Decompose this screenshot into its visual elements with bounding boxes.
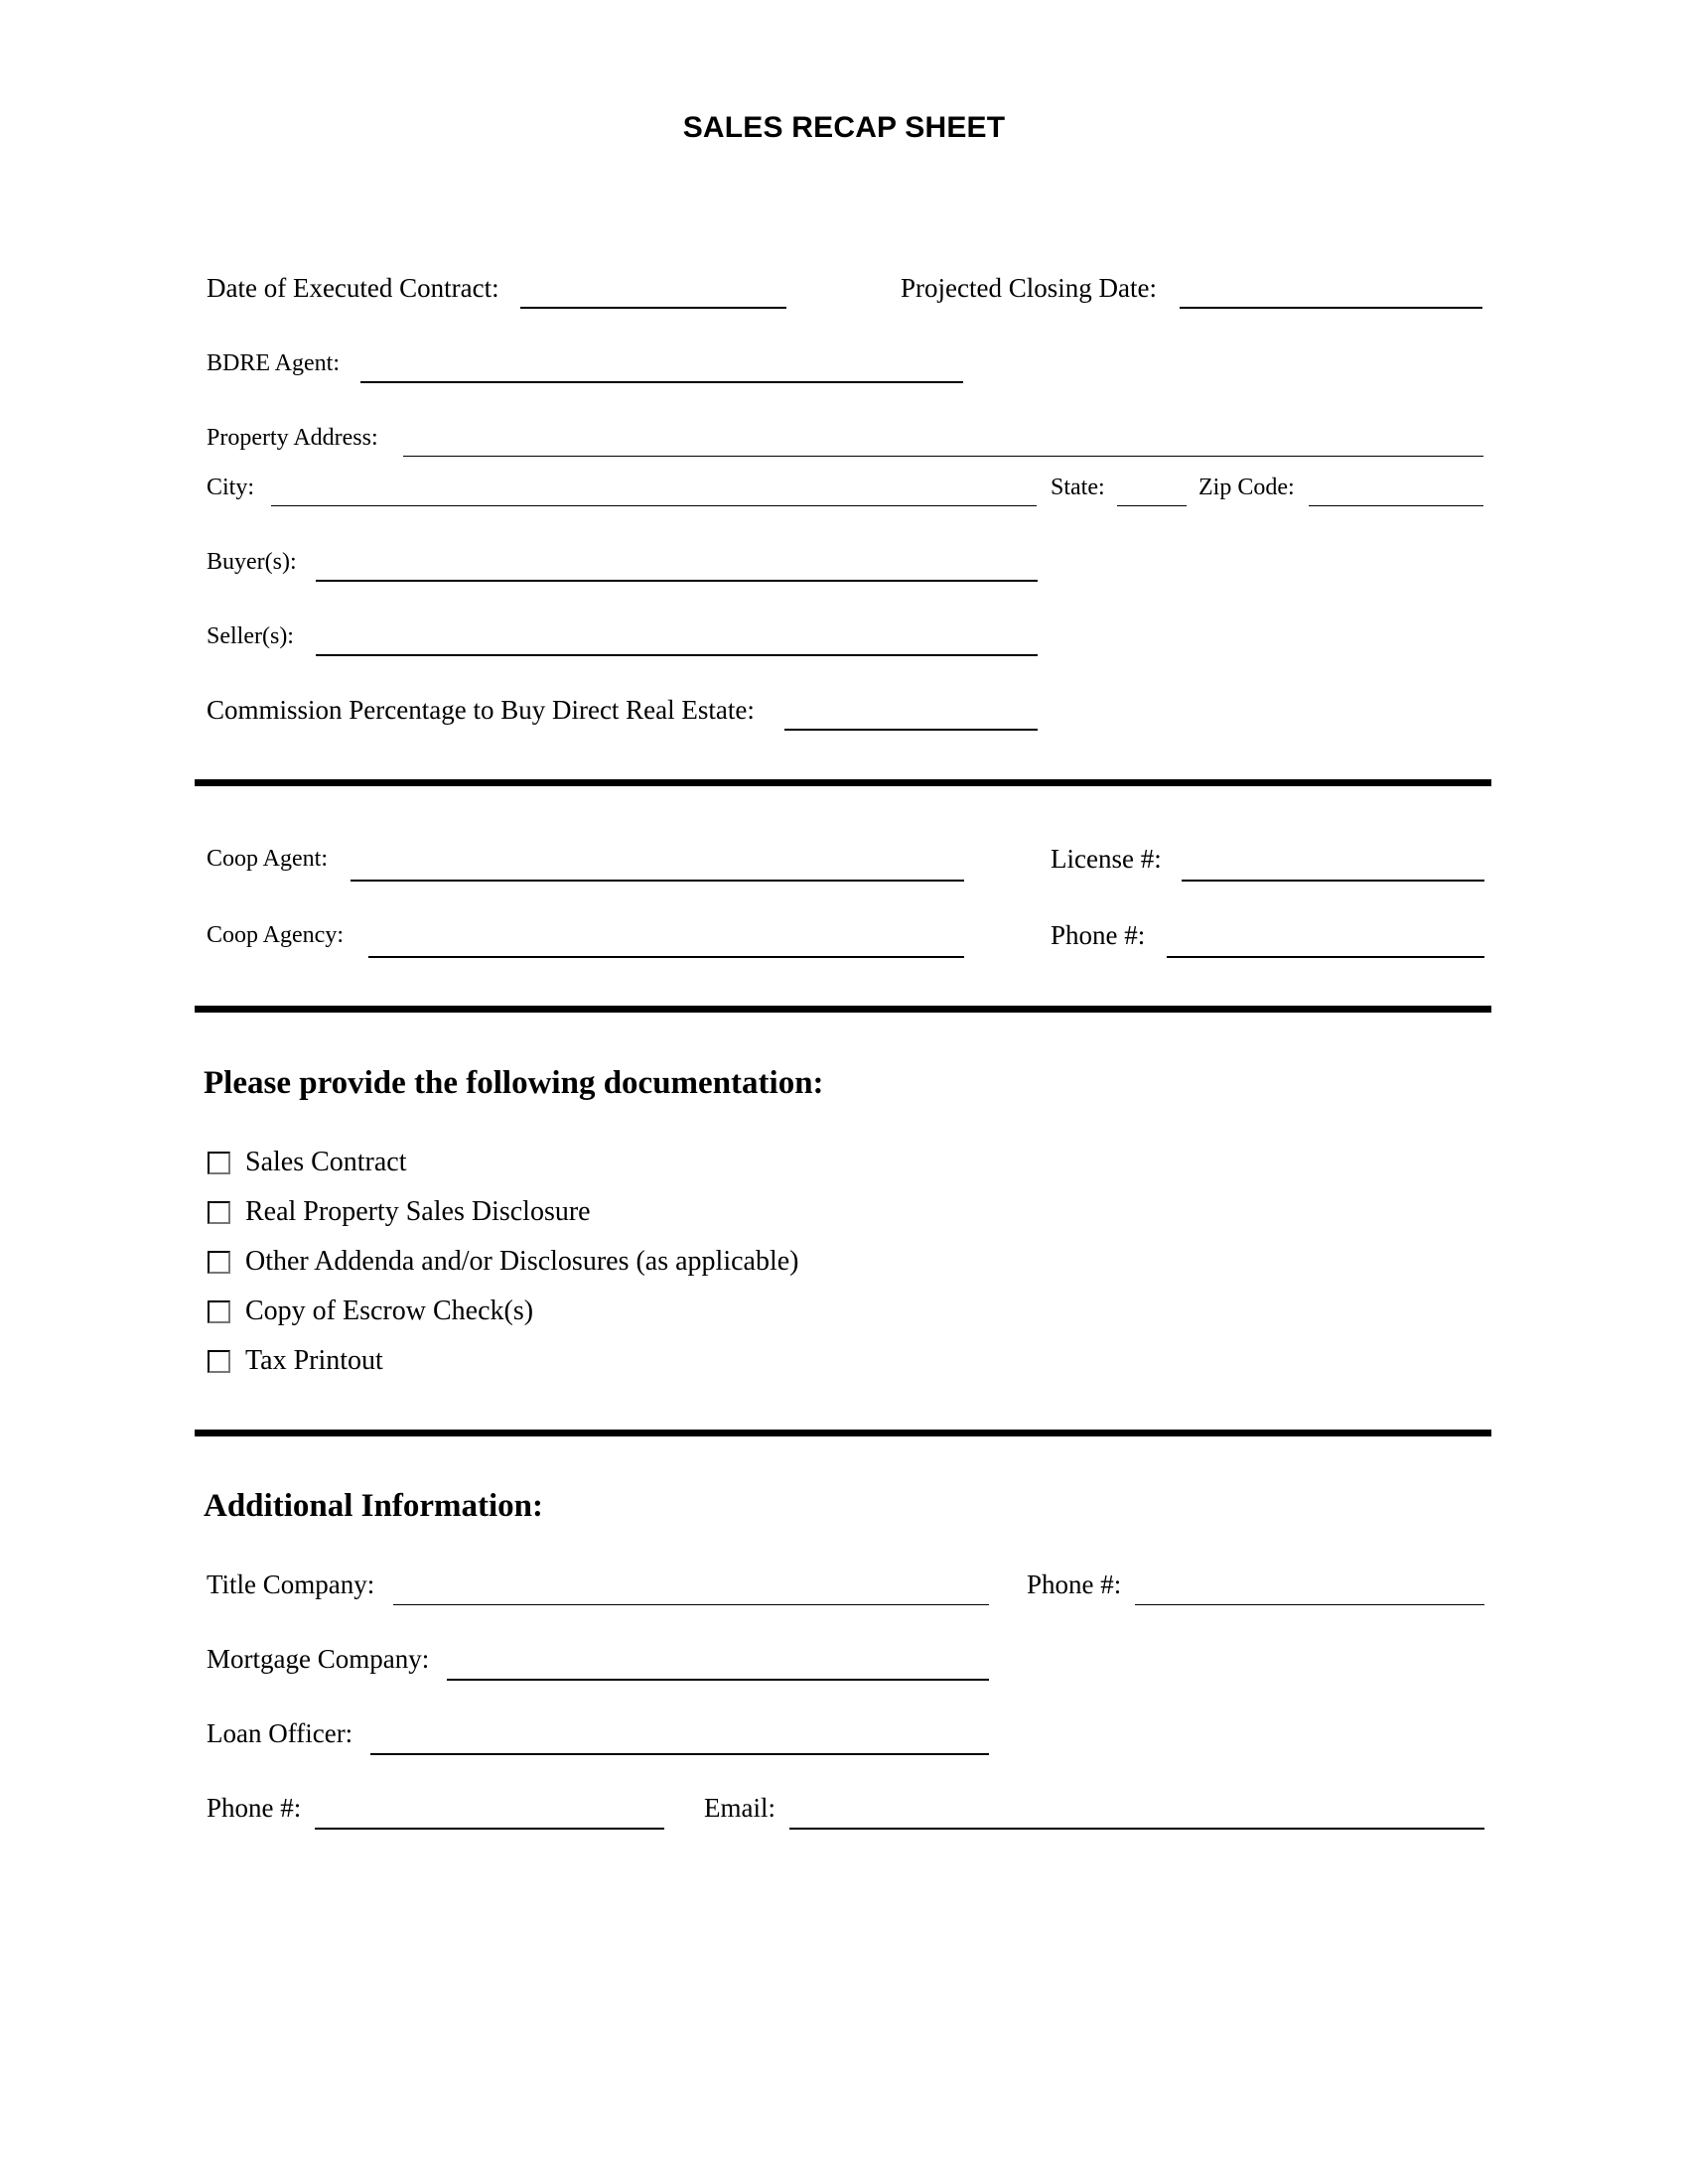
title-company-label: Title Company: <box>207 1570 375 1599</box>
checkbox-other-addenda[interactable] <box>208 1251 230 1274</box>
email-field[interactable] <box>789 1828 1484 1830</box>
commission-label: Commission Percentage to Buy Direct Real Estate: <box>207 695 755 725</box>
coop-agency-field[interactable] <box>368 956 964 958</box>
sellers-label: Seller(s): <box>207 623 294 649</box>
checkbox-tax-printout[interactable] <box>208 1350 230 1373</box>
loan-phone-field[interactable] <box>315 1828 664 1830</box>
date-executed-label: Date of Executed Contract: <box>207 273 499 303</box>
section-divider <box>195 1430 1491 1436</box>
buyers-label: Buyer(s): <box>207 549 297 575</box>
property-address-label: Property Address: <box>207 425 378 451</box>
projected-closing-label: Projected Closing Date: <box>901 273 1157 303</box>
license-field[interactable] <box>1182 880 1484 882</box>
additional-info-heading: Additional Information: <box>204 1488 543 1524</box>
checklist-label: Other Addenda and/or Disclosures (as applicable) <box>245 1246 799 1277</box>
coop-agent-field[interactable] <box>351 880 964 882</box>
state-label: State: <box>1051 475 1105 500</box>
loan-phone-label: Phone #: <box>207 1793 302 1823</box>
mortgage-company-label: Mortgage Company: <box>207 1644 430 1674</box>
section-divider <box>195 779 1491 786</box>
bdre-agent-field[interactable] <box>360 381 963 383</box>
checklist-label: Tax Printout <box>245 1345 383 1376</box>
zip-code-label: Zip Code: <box>1198 475 1295 500</box>
city-field[interactable] <box>271 505 1037 506</box>
documentation-heading: Please provide the following documentation: <box>204 1065 824 1101</box>
projected-closing-field[interactable] <box>1180 307 1482 309</box>
title-company-phone-field[interactable] <box>1135 1604 1484 1605</box>
bdre-agent-label: BDRE Agent: <box>207 350 341 376</box>
commission-field[interactable] <box>784 729 1038 731</box>
section-divider <box>195 1006 1491 1013</box>
checkbox-sales-contract[interactable] <box>208 1152 230 1174</box>
sellers-field[interactable] <box>316 654 1038 656</box>
coop-agency-label: Coop Agency: <box>207 922 344 948</box>
buyers-field[interactable] <box>316 580 1038 582</box>
license-label: License #: <box>1051 844 1162 874</box>
city-label: City: <box>207 475 255 500</box>
coop-agent-label: Coop Agent: <box>207 846 329 872</box>
checkbox-property-disclosure[interactable] <box>208 1201 230 1224</box>
checklist-label: Copy of Escrow Check(s) <box>245 1296 534 1326</box>
checklist-label: Real Property Sales Disclosure <box>245 1196 591 1227</box>
loan-officer-label: Loan Officer: <box>207 1718 353 1748</box>
mortgage-company-field[interactable] <box>447 1679 989 1681</box>
zip-code-field[interactable] <box>1309 505 1483 506</box>
checklist-label: Sales Contract <box>245 1147 407 1177</box>
email-label: Email: <box>704 1793 775 1823</box>
loan-officer-field[interactable] <box>370 1753 989 1755</box>
title-company-field[interactable] <box>393 1604 989 1605</box>
coop-phone-label: Phone #: <box>1051 920 1146 950</box>
page-title: SALES RECAP SHEET <box>682 111 1006 144</box>
state-field[interactable] <box>1117 505 1187 506</box>
date-executed-field[interactable] <box>520 307 786 309</box>
coop-phone-field[interactable] <box>1167 956 1484 958</box>
title-company-phone-label: Phone #: <box>1027 1570 1122 1599</box>
property-address-field[interactable] <box>403 456 1483 457</box>
checkbox-escrow-check[interactable] <box>208 1300 230 1323</box>
